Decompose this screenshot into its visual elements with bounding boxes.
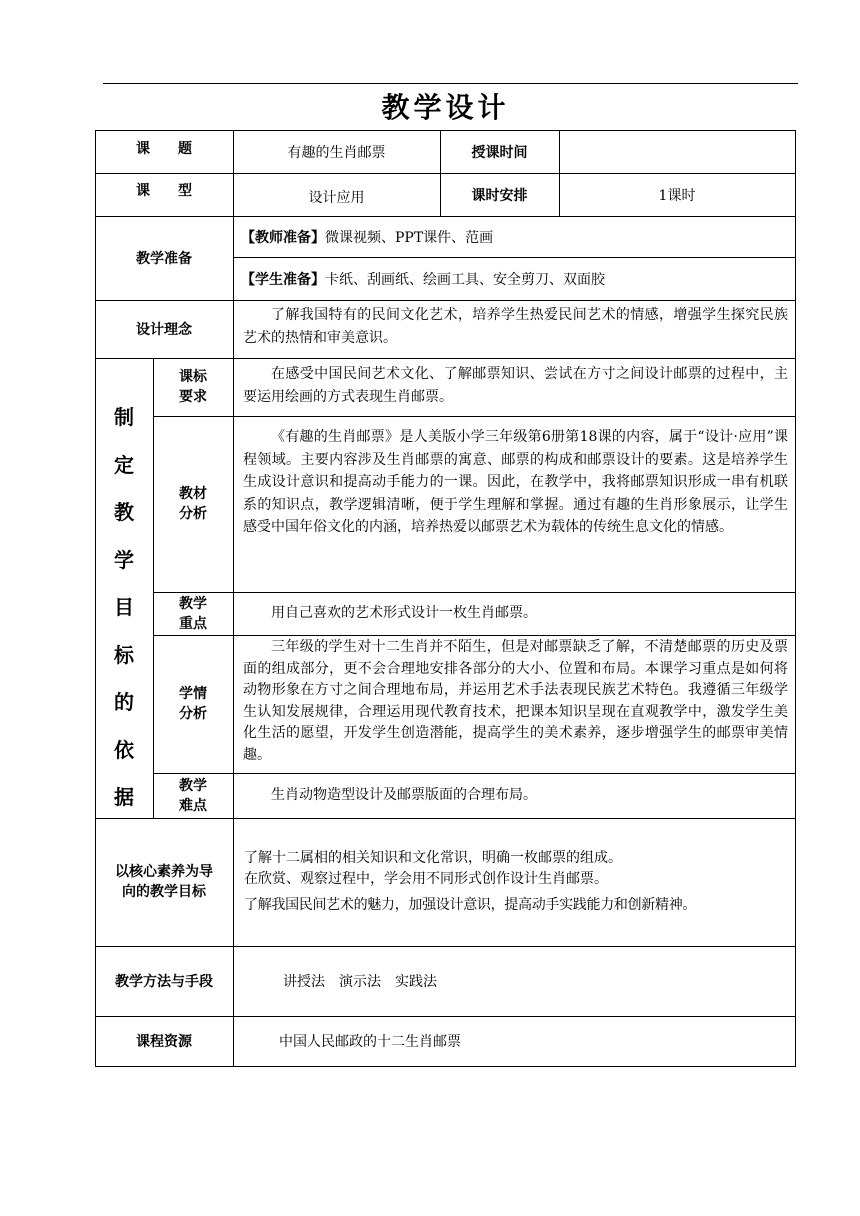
- resources-text: 中国人民邮政的十二生肖邮票: [279, 1034, 461, 1050]
- prep-teacher-tag: 【教师准备】: [241, 229, 325, 246]
- student-label-line: 分析: [179, 706, 207, 722]
- topic-label: 课 题: [136, 140, 192, 157]
- schedule-value: 1课时: [658, 187, 696, 204]
- goal-item: 在欣赏、观察过程中，学会用不同形式创作设计生肖邮票。: [244, 871, 608, 887]
- time-value: [559, 130, 795, 173]
- difficult-text: 生肖动物造型设计及邮票版面的合理布局。: [271, 787, 537, 803]
- type-label: 课 型: [136, 182, 192, 199]
- key-label-line: 教学: [179, 595, 207, 612]
- standard-label-line: 课标: [179, 369, 207, 385]
- concept-text: 了解我国特有的民间文化艺术，培养学生热爱民间艺术的情感，增强学生探究民族艺术的热情和审美意识。: [243, 307, 788, 346]
- basis-char: 学: [114, 547, 134, 572]
- basis-char: 依: [114, 737, 134, 762]
- key-label: [153, 592, 233, 635]
- header-rule: [103, 83, 798, 84]
- time-label: 授课时间: [471, 144, 528, 161]
- material-label-line: 分析: [179, 506, 207, 522]
- prep-student: [241, 257, 791, 300]
- resources-label: 课程资源: [136, 1034, 192, 1050]
- basis-char: 制: [114, 405, 134, 429]
- material-text: 《有趣的生肖邮票》是人美版小学三年级第6册第18课的内容，属于“设计·应用”课程领域。主要内容涉及生肖邮票的寓意、邮票的构成和邮票设计的要素。这是培养学生生成设计意识和提高动手能力的一课。因此，在教学中，我将邮票知识形成一串有机联系的知识点，教学逻辑清晰，便于学生理解和掌握。通过有趣的生肖形象展示，让学生感受中国年俗文化的内涵，培养热爱以邮票艺术为载体的传统生息文化的情感。: [243, 429, 788, 535]
- basis-char: 目: [114, 595, 134, 619]
- schedule-label: 课时安排: [471, 187, 528, 204]
- material-label-line: 教材: [179, 486, 207, 502]
- prep-teacher: [241, 216, 791, 257]
- difficult-label: [153, 773, 233, 818]
- difficult-label-line: 难点: [179, 797, 207, 814]
- prep-student-tag: 【学生准备】: [241, 271, 325, 288]
- type-value: 设计应用: [308, 189, 365, 206]
- basis-char: 教: [114, 500, 134, 524]
- difficult-label-line: 教学: [179, 777, 207, 794]
- standard-label: [153, 358, 233, 416]
- student-label: [153, 635, 233, 773]
- standard-text: 在感受中国民间艺术文化、了解邮票知识、尝试在方寸之间设计邮票的过程中，主要运用绘画的方式表现生肖邮票。: [243, 366, 788, 405]
- prep-teacher-text: 微课视频、PPT课件、范画: [325, 229, 494, 246]
- goal-item: 了解十二属相的相关知识和文化常识，明确一枚邮票的组成。: [244, 850, 622, 866]
- concept-label: 设计理念: [136, 322, 192, 338]
- material-label: [153, 416, 233, 592]
- basis-side-label: [95, 394, 153, 822]
- student-text: 三年级的学生对十二生肖并不陌生，但是对邮票缺乏了解，不清楚邮票的历史及票面的组成部分，更不会合理地安排各部分的大小、位置和布局。本课学习重点是如何将动物形象在方寸之间合理地布局，并运用艺术手法表现民族艺术特色。我遵循三年级学生认知发展规律，合理运用现代教育技术，把课本知识呈现在直观教学中，激发学生美化生活的愿望，开发学生创造潜能，提高学生的美术素养，逐步增强学生的邮票审美情趣。: [243, 639, 788, 763]
- basis-char: 的: [114, 690, 134, 714]
- topic-value: 有趣的生肖邮票: [287, 144, 386, 161]
- key-label-line: 重点: [179, 615, 207, 632]
- goals-label-line: 以核心素养为导: [115, 864, 213, 880]
- goals-label-line: 向的教学目标: [122, 884, 206, 900]
- methods-label: 教学方法与手段: [115, 974, 213, 990]
- page-title: 教学设计: [381, 91, 510, 124]
- student-label-line: 学情: [179, 686, 207, 702]
- key-text: 用自己喜欢的艺术形式设计一枚生肖邮票。: [271, 605, 537, 621]
- prep-label: 教学准备: [136, 251, 192, 267]
- standard-label-line: 要求: [179, 389, 207, 405]
- basis-char: 定: [114, 452, 134, 477]
- goals-label: [95, 818, 233, 946]
- goal-item: 了解我国民间艺术的魅力，加强设计意识，提高动手实践能力和创新精神。: [244, 897, 697, 913]
- lesson-plan-table: [95, 130, 796, 1067]
- prep-student-text: 卡纸、刮画纸、绘画工具、安全剪刀、双面胶: [325, 271, 605, 288]
- basis-char: 据: [114, 785, 134, 809]
- basis-char: 标: [114, 642, 134, 667]
- methods-text: 讲授法 演示法 实践法: [283, 974, 437, 990]
